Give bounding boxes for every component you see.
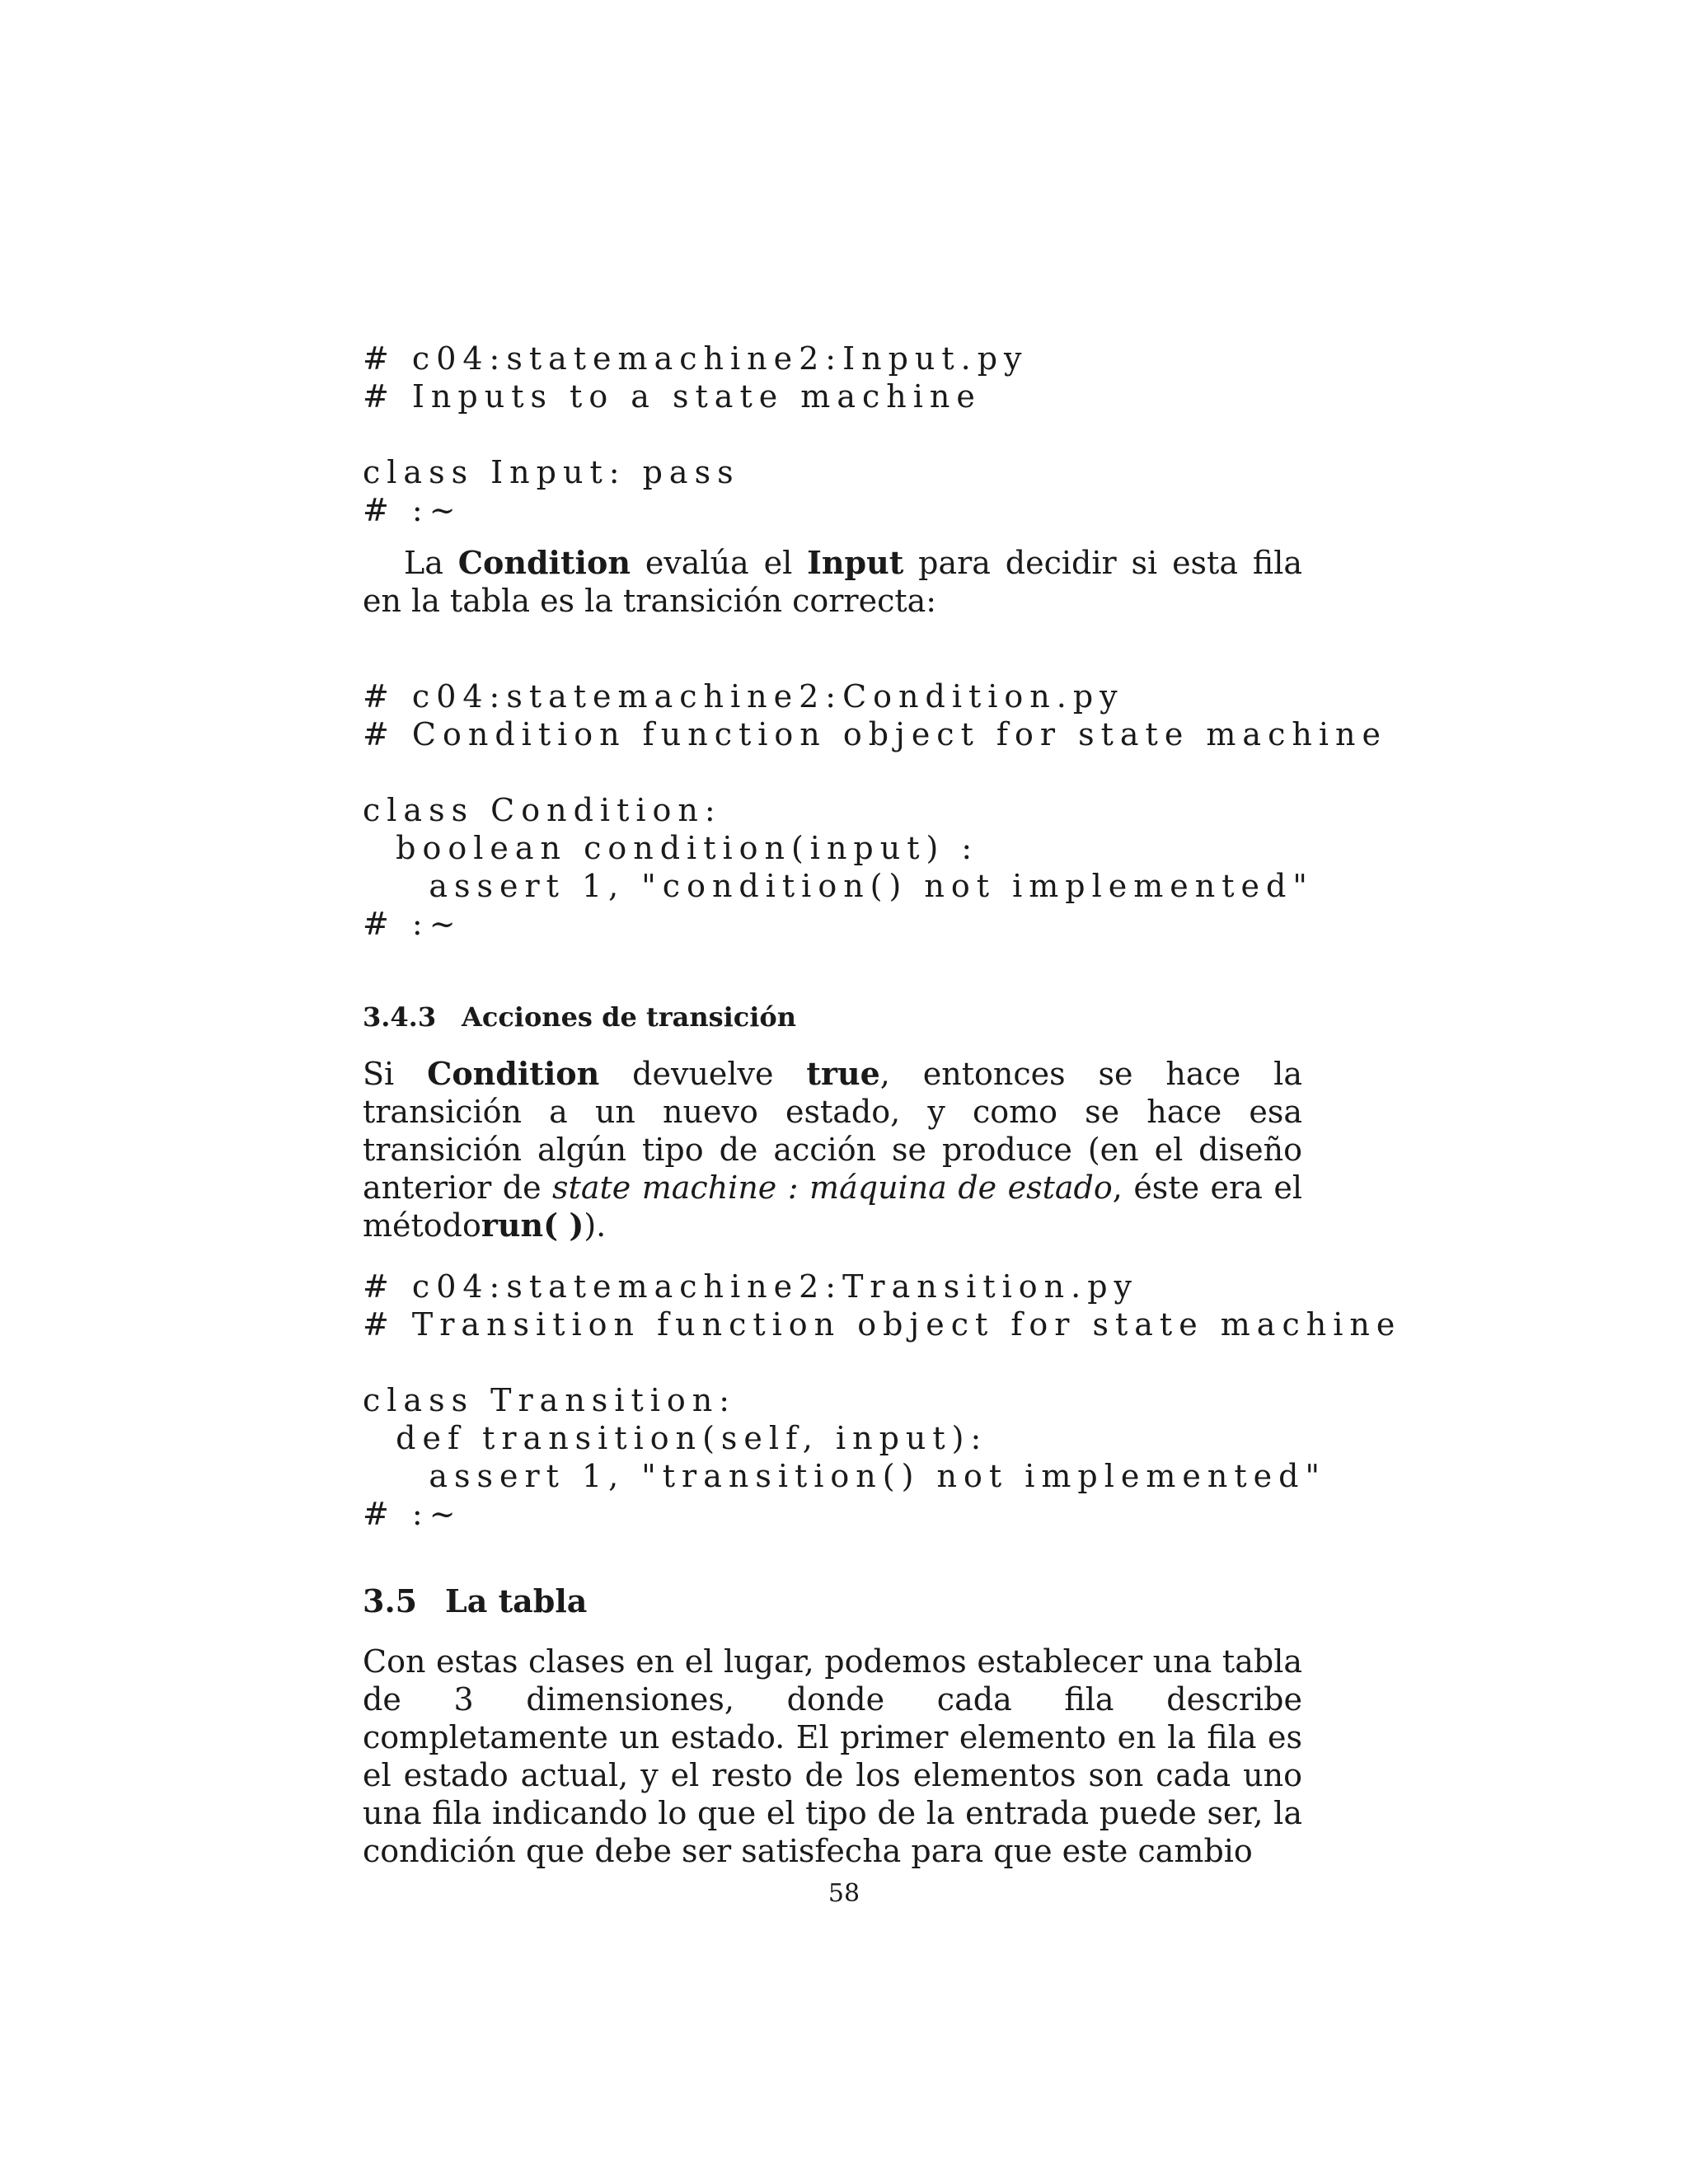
code-block-condition: # c04:statemachine2:Condition.py # Condition function object for state machine class Condition: boolean condition(input) : assert 1, "condition() not implemented" # :~	[363, 678, 1387, 942]
paragraph-condition-intro: La Condition evalúa el Input para decidir si esta fila en la tabla es la transición correcta:	[363, 544, 1303, 619]
code-block-transition: # c04:statemachine2:Transition.py # Transition function object for state machine class Transition: def transition(self, input): assert 1, "transition() not implemented" # :~	[363, 1268, 1402, 1532]
code-block-input: # c04:statemachine2:Input.py # Inputs to a state machine class Input: pass # :~	[363, 340, 1029, 528]
paragraph-table-description: Con estas clases en el lugar, podemos establecer una tabla de 3 dimensiones, donde cada fila describe completamente un estado. El primer elemento en la fila es el estado actual, y el resto de los elementos son cada uno una fila indicando lo que el tipo de la entrada puede ser, la condición que debe ser satisfecha para que este cambio	[363, 1643, 1302, 1869]
section-heading-3-4-3: 3.4.3 Acciones de transición	[363, 1001, 797, 1033]
paragraph-transition-actions: Si Condition devuelve true, entonces se hace la transición a un nuevo estado, y como se hace esa transición algún tipo de acción se produce (en el diseño anterior de state machine : máquina de estado, éste era el métodorun( )).	[363, 1055, 1302, 1244]
section-heading-3-5: 3.5 La tabla	[363, 1582, 588, 1619]
page-number: 58	[828, 1879, 860, 1908]
